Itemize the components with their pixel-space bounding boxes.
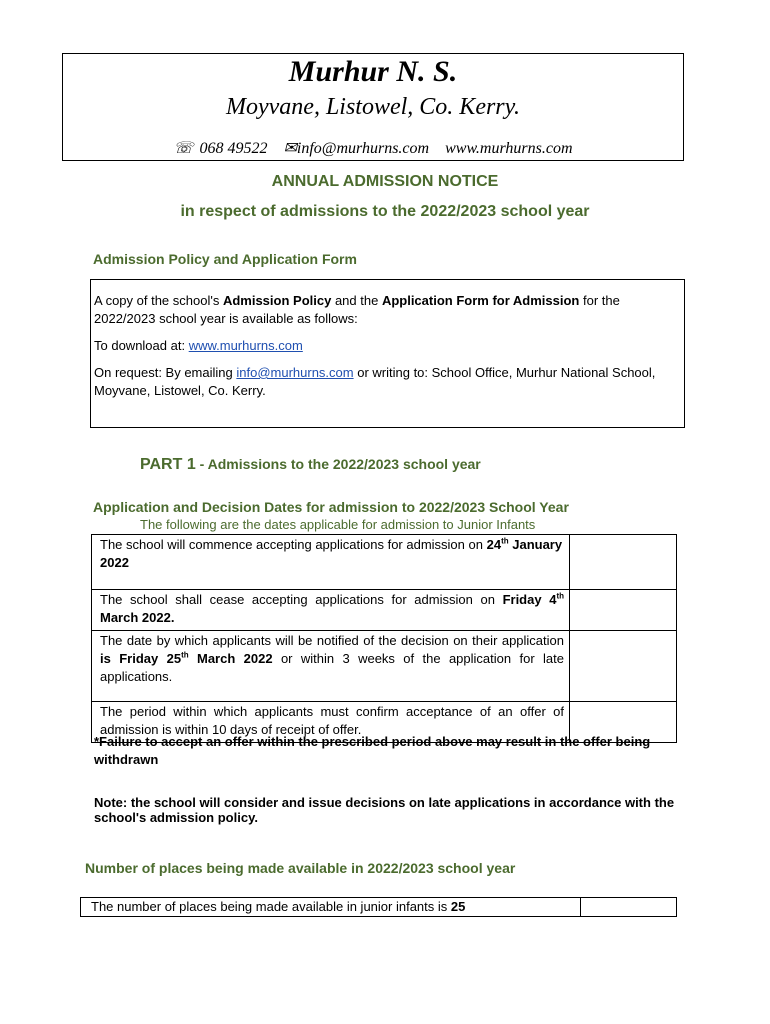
email-address: info@murhurns.com [296, 140, 430, 157]
date-value-cell [570, 535, 677, 590]
dates-table [91, 534, 677, 743]
note-text: Note: the school will consider and issue decisions on late applications in accordance with the school's admission policy. [94, 795, 675, 825]
notice-subtitle: in respect of admissions to the 2022/2023 school year [180, 203, 590, 220]
school-address: Moyvane, Listowel, Co. Kerry. [226, 94, 520, 120]
policy-box [90, 279, 685, 428]
warning-text: *Failure to accept an offer within the prescribed period above may result in the offer being withdrawn [94, 734, 651, 767]
places-count: 25 [450, 899, 466, 914]
table-row: The school shall cease accepting applications for admission on Friday 4th March 2022. [92, 590, 677, 631]
notice-title: ANNUAL ADMISSION NOTICE [271, 173, 499, 190]
policy-paragraph: A copy of the school's Admission Policy and the Application Form for Admission for the 2022/2023 school year is available as follows: [94, 293, 620, 326]
email-link[interactable]: info@murhurns.com [236, 365, 354, 380]
request-line: On request: By emailing info@murhurns.com or writing to: School Office, Murhur National School, Moyvane, Listowel, Co. Kerry. [94, 365, 656, 398]
date-value-cell [570, 590, 677, 631]
table-row: The number of places being made available in junior infants is 25 [81, 898, 677, 917]
policy-heading: Admission Policy and Application Form [93, 251, 357, 267]
email-icon: ✉ [283, 140, 297, 157]
places-heading: Number of places being made available in 2022/2023 school year [85, 860, 516, 876]
dates-subheading: The following are the dates applicable for admission to Junior Infants [140, 517, 536, 532]
contact-line [62, 138, 684, 158]
places-value-cell [581, 898, 677, 917]
part1-heading: PART 1 - Admissions to the 2022/2023 school year [140, 456, 481, 473]
table-row: The period within which applicants must confirm acceptance of an offer of admission is within 10 days of receipt of offer. [92, 702, 677, 743]
website-link[interactable]: www.murhurns.com [188, 338, 303, 353]
website-address: www.murhurns.com [445, 140, 573, 157]
date-value-cell [570, 631, 677, 702]
download-line: To download at: www.murhurns.com [94, 338, 303, 353]
table-row: The school will commence accepting applications for admission on 24th January 2022 [92, 535, 677, 590]
places-table [80, 897, 677, 917]
phone-icon: ☏ [173, 140, 194, 157]
school-name: Murhur N. S. [288, 55, 458, 88]
phone-number: 068 49522 [199, 140, 268, 157]
dates-heading: Application and Decision Dates for admission to 2022/2023 School Year [93, 499, 569, 515]
table-row: The date by which applicants will be notified of the decision on their application is Friday 25th March 2022 or within 3 weeks of the application for late applications. [92, 631, 677, 702]
